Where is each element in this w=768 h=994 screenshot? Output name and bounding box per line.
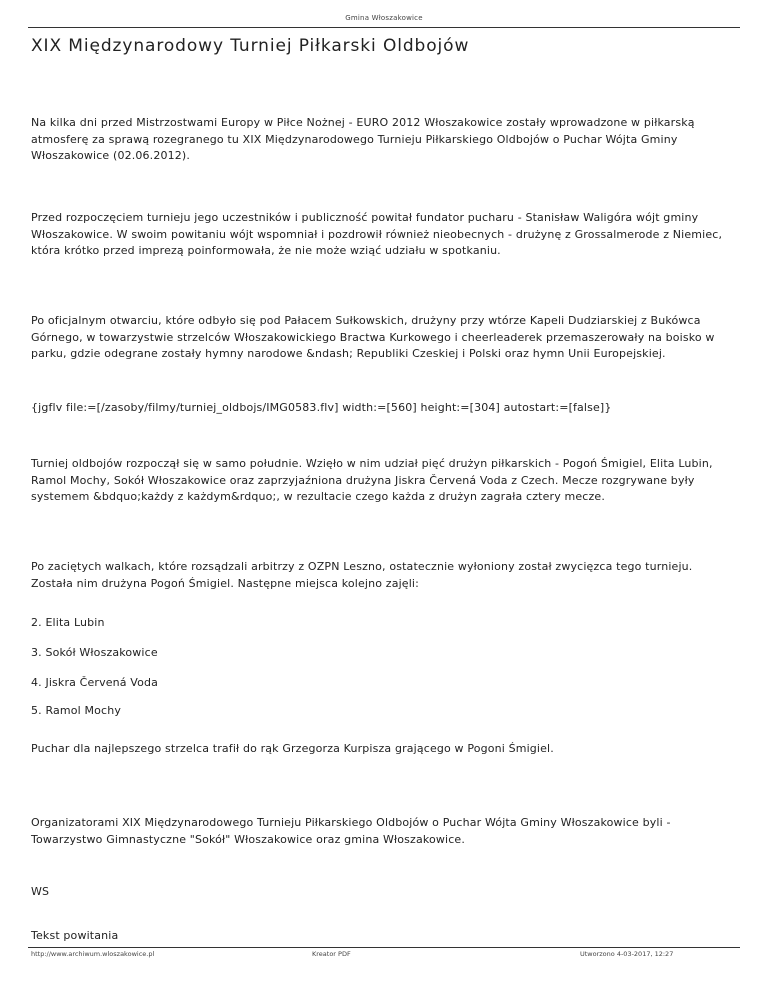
- result-item-5: 5. Ramol Mochy: [31, 704, 121, 717]
- welcome-text-heading: Tekst powitania: [31, 929, 119, 942]
- author-initials: WS: [31, 885, 50, 898]
- footer-generator: Kreator PDF: [312, 950, 351, 958]
- paragraph-top-scorer: Puchar dla najlepszego strzelca trafił do rąk Grzegorza Kurpisza grającego w Pogoni Śmigiel.: [31, 742, 554, 755]
- paragraph-opening: Po oficjalnym otwarciu, które odbyło się pod Pałacem Sułkowskich, drużyny przy wtórze Kapeli Dudziarskiej z Bukówca Górnego, w towarzystwie strzelców Włoszakowickiego Bractwa Kurkowego i cheerleaderek przemaszerowały na boisko w parku, gdzie odegrane zostały hymny narodowe &ndash; Republiki Czeskiej i Polski oraz hymn Unii Europejskiej.: [31, 314, 715, 361]
- footer-site-link[interactable]: http://www.archiwum.wloszakowice.pl: [31, 950, 155, 958]
- page-header: Gmina Włoszakowice: [345, 14, 423, 22]
- footer-created-date: Utworzono 4-03-2017, 12:27: [580, 950, 674, 958]
- paragraph-intro: Na kilka dni przed Mistrzostwami Europy w Piłce Nożnej - EURO 2012 Włoszakowice zostały wprowadzone w piłkarską atmosferę za sprawą rozegranego tu XIX Międzynarodowego Turnieju Piłkarskiego Oldbojów o Puchar Wójta Gminy Włoszakowice (02.06.2012).: [31, 116, 695, 163]
- header-divider: [28, 27, 740, 28]
- paragraph-organizers: Organizatorami XIX Międzynarodowego Turnieju Piłkarskiego Oldbojów o Puchar Wójta Gminy Włoszakowice byli - Towarzystwo Gimnastyczne "Sokół" Włoszakowice oraz gmina Włoszakowice.: [31, 816, 671, 846]
- footer-divider: [28, 947, 740, 948]
- paragraph-tournament: Turniej oldbojów rozpoczął się w samo południe. Wzięło w nim udział pięć drużyn piłkarskich - Pogoń Śmigiel, Elita Lubin, Ramol Mochy, Sokół Włoszakowice oraz zaprzyjaźniona drużyna Jiskra Červená Voda z Czech. Mecze rozgrywane były systemem &bdquo;każdy z każdym&rdquo;, w rezultacie czego każda z drużyn zagrała cztery mecze.: [31, 457, 713, 504]
- result-item-2: 2. Elita Lubin: [31, 616, 105, 629]
- result-item-4: 4. Jiskra Červená Voda: [31, 676, 159, 689]
- paragraph-results: Po zaciętych walkach, które rozsądzali arbitrzy z OZPN Leszno, ostatecznie wyłoniony został zwycięzca tego turnieju. Została nim drużyna Pogoń Śmigiel. Następne miejsca kolejno zajęli:: [31, 560, 693, 590]
- article-title: XIX Międzynarodowy Turniej Piłkarski Oldbojów: [31, 36, 470, 56]
- paragraph-welcome: Przed rozpoczęciem turnieju jego uczestników i publiczność powitał fundator pucharu - Stanisław Waligóra wójt gminy Włoszakowice. W swoim powitaniu wójt wspomniał i pozdrowił również nieobecnych - drużynę z Grossalmerode z Niemiec, która krótko przed imprezą poinformowała, że nie może wziąć udziału w spotkaniu.: [31, 211, 723, 258]
- result-item-3: 3. Sokół Włoszakowice: [31, 646, 158, 659]
- video-embed-code: {jgflv file:=[/zasoby/filmy/turniej_oldbojs/IMG0583.flv] width:=[560] height:=[304] autostart:=[false]}: [31, 401, 612, 414]
